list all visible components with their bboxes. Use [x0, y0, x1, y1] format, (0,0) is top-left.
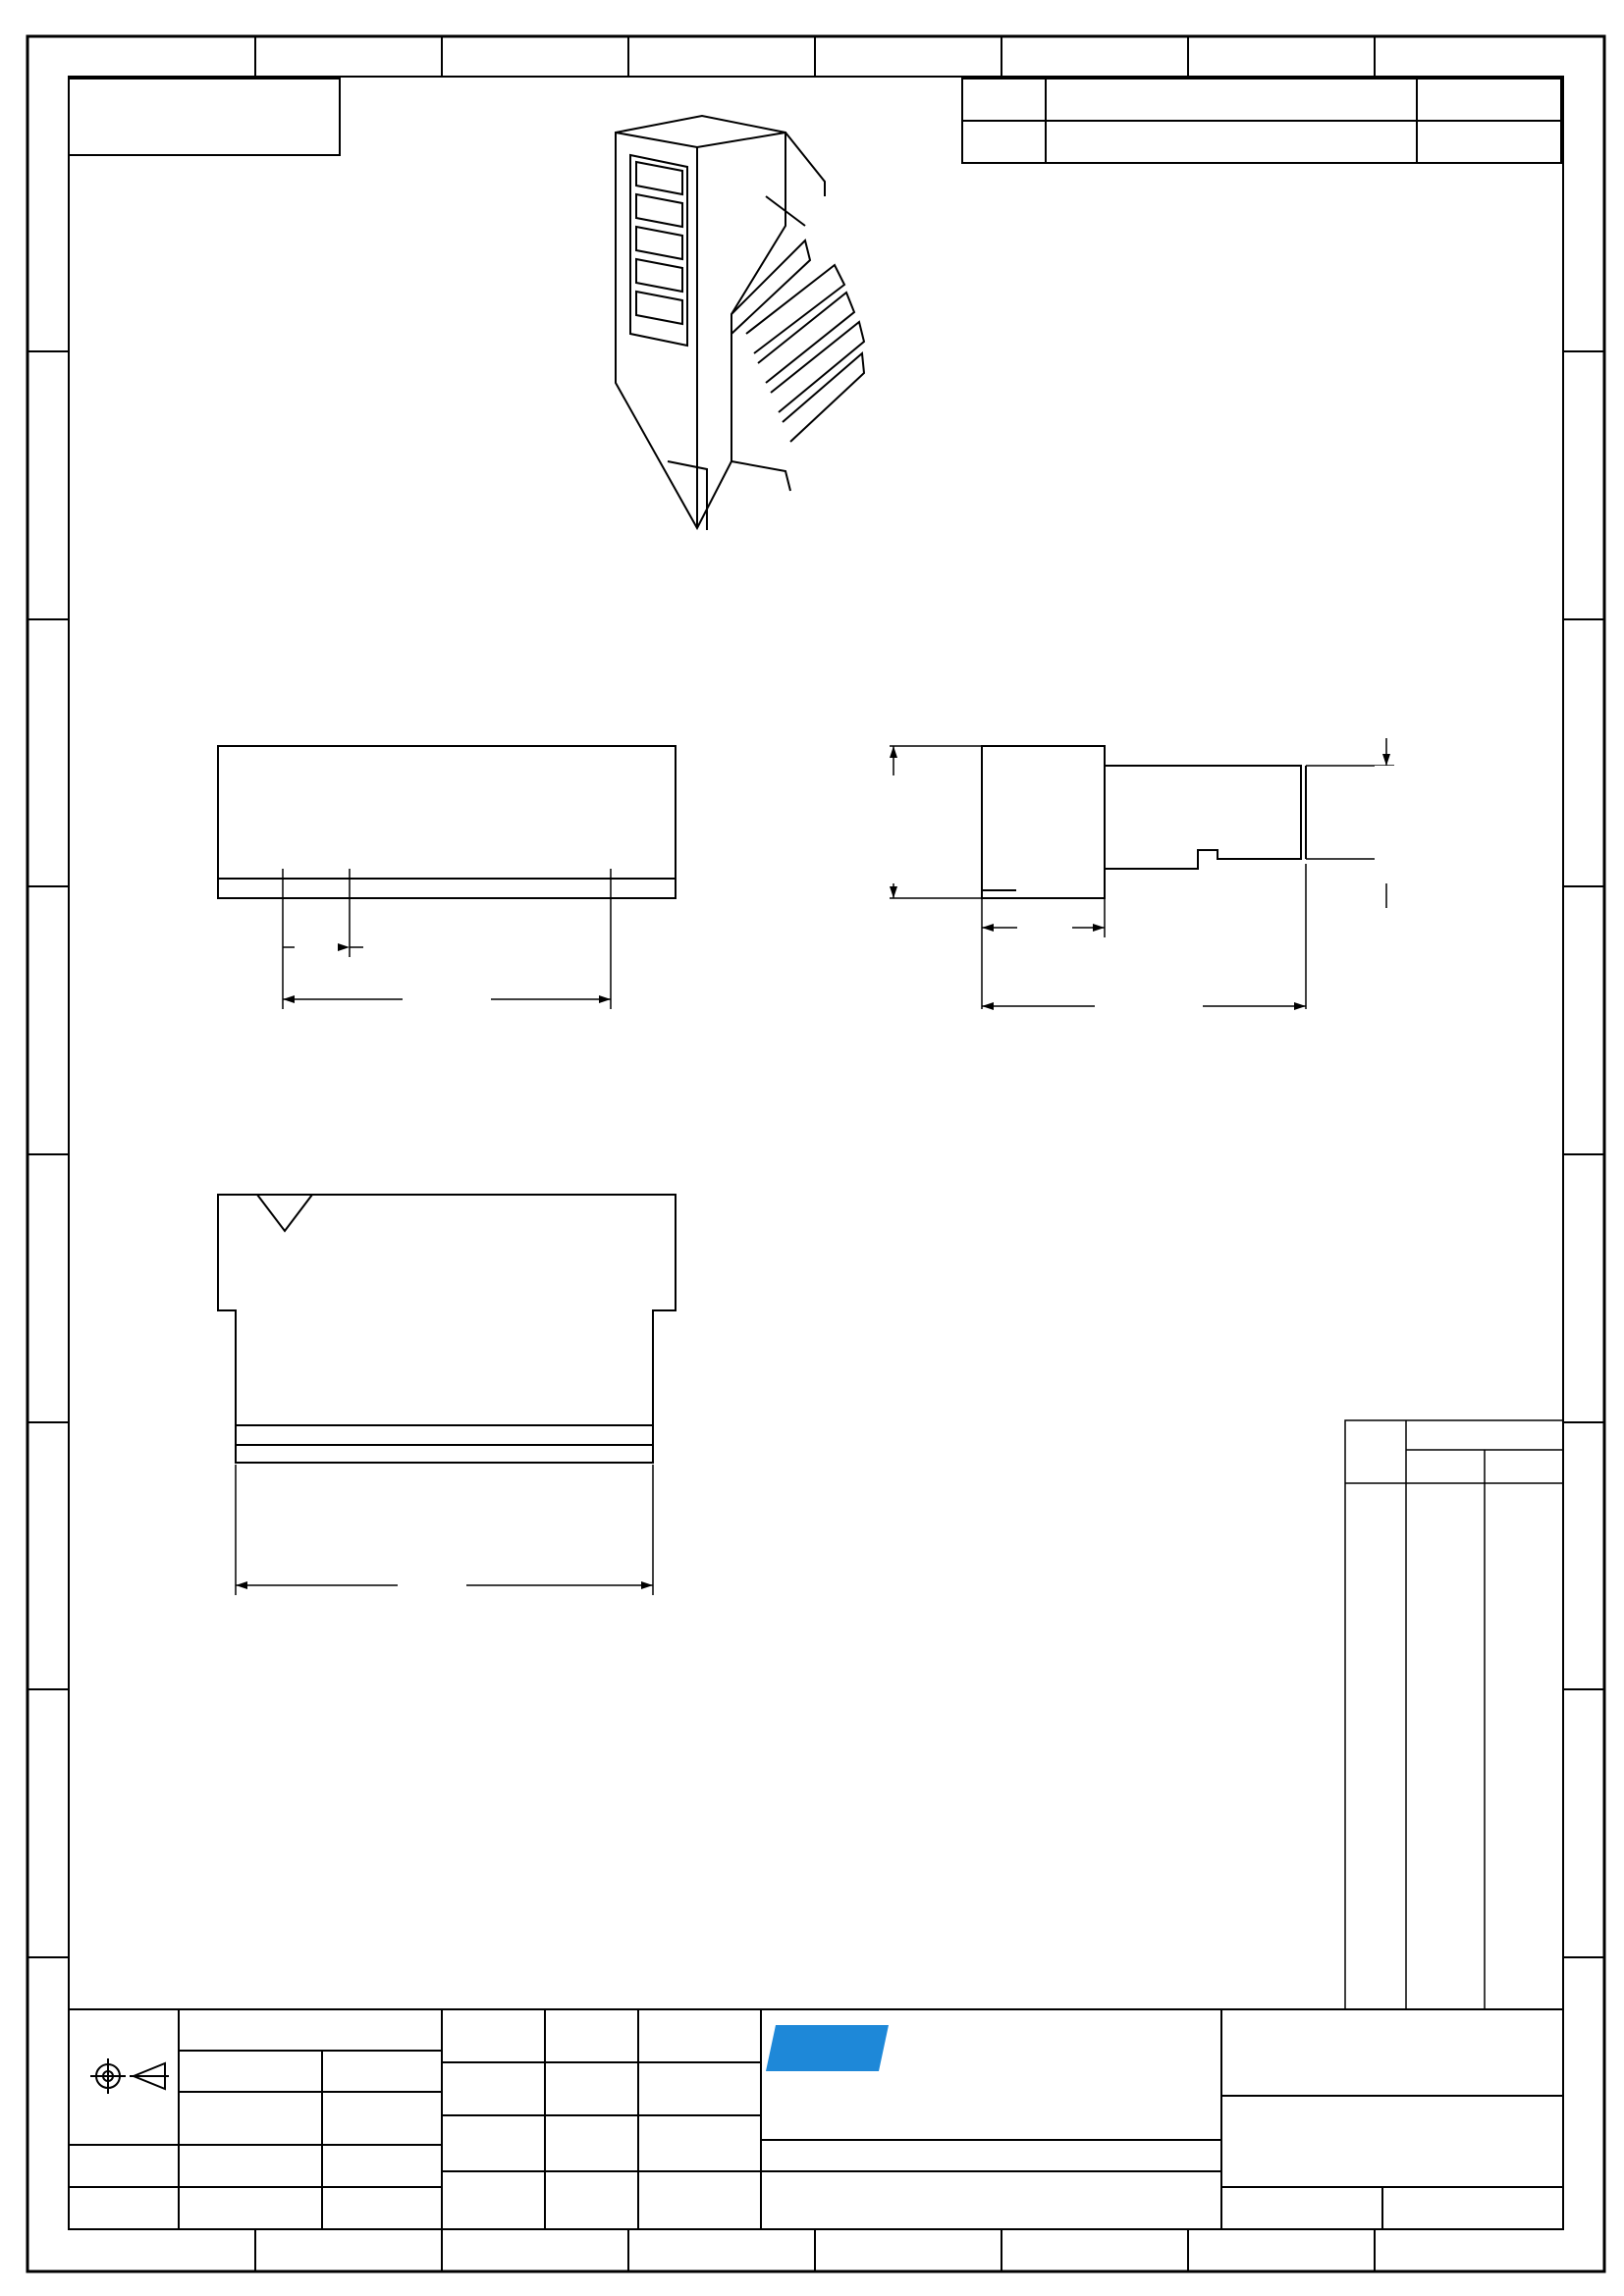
front-view	[218, 746, 676, 898]
dimension-table	[1345, 1420, 1563, 2009]
side-view	[982, 746, 1306, 898]
bottom-view	[218, 1195, 676, 1463]
reference-stamp-box	[69, 79, 340, 155]
isometric-view	[616, 116, 864, 530]
zone-dividers	[27, 36, 1604, 2271]
company-logo	[766, 2025, 889, 2071]
revision-table	[962, 79, 1561, 163]
outer-border	[27, 36, 1604, 2271]
dimension-lines	[236, 738, 1394, 1595]
inner-border	[69, 77, 1563, 2229]
projection-symbol-icon	[90, 2058, 169, 2094]
